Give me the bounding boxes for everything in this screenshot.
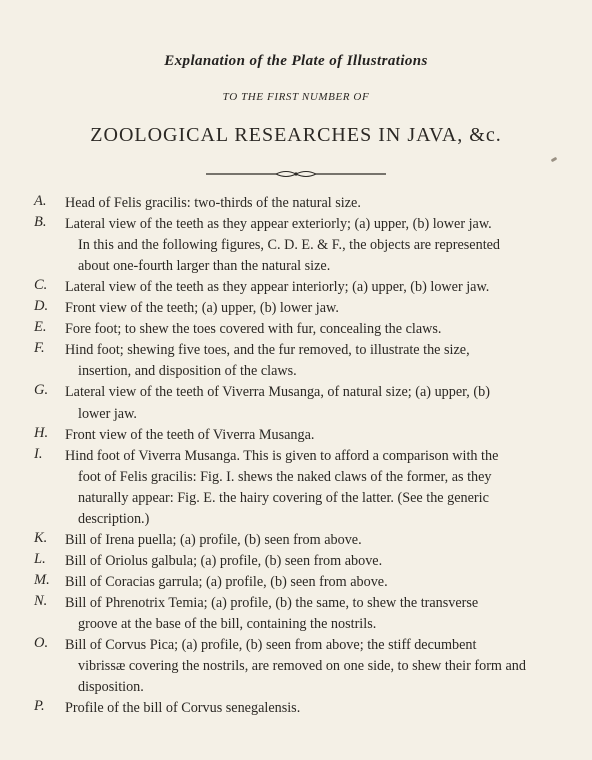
entry-text-line: vibrissæ covering the nostrils, are removed on one side, to shew their form and [78,658,526,675]
paper-speck [551,157,558,163]
entry-label: D. [34,298,49,315]
entry-text-line: Front view of the teeth of Viverra Musanga. [65,426,315,443]
entry-text-line: insertion, and disposition of the claws. [78,363,297,380]
publication-title: ZOOLOGICAL RESEARCHES IN JAVA, &c. [90,124,502,146]
entry-text-line: Profile of the bill of Corvus senegalensis. [65,700,301,717]
entry-text-line: Front view of the teeth; (a) upper, (b) lower jaw. [65,300,339,317]
entry-text-line: Bill of Phrenotrix Temia; (a) profile, (b) the same, to shew the transverse [65,594,479,611]
entry-text-line: Lateral view of the teeth as they appear interiorly; (a) upper, (b) lower jaw. [65,279,490,296]
entry-label: K. [34,529,48,546]
entry-text-line: disposition. [78,679,144,696]
decorative-rule [206,168,386,180]
entry-text-line: description.) [78,510,150,527]
entry-label: O. [34,635,49,652]
entry-text-line: groove at the base of the bill, containing the nostrils. [78,616,377,632]
entry-label: N. [34,592,48,609]
entry-text-line: Lateral view of the teeth of Viverra Musanga, of natural size; (a) upper, (b) [65,384,490,401]
plate-subtitle: TO THE FIRST NUMBER OF [222,91,370,103]
entry-text-line: Lateral view of the teeth as they appear exteriorly; (a) upper, (b) lower jaw. [65,216,492,233]
entry-label: A. [34,193,47,209]
entry-text-line: naturally appear: Fig. E. the hairy covering of the latter. (See the generic [78,489,489,506]
entry-label: L. [34,550,46,567]
entry-text-line: Head of Felis gracilis: two-thirds of the natural size. [65,195,361,211]
entry-label: E. [34,319,47,336]
entry-text-line: Bill of Corvus Pica; (a) profile, (b) seen from above; the stiff decumbent [65,637,477,654]
entry-label: I. [34,445,43,462]
entry-text-line: Bill of Irena puella; (a) profile, (b) seen from above. [65,531,362,548]
entry-text-line: Hind foot of Viverra Musanga. This is given to afford a comparison with the [65,447,499,464]
entry-text-line: In this and the following figures, C. D. E. & F., the objects are represented [78,237,501,254]
entry-text-line: Hind foot; shewing five toes, and the fur removed, to illustrate the size, [65,342,470,359]
entry-label: C. [34,277,48,294]
entry-text-line: Bill of Oriolus galbula; (a) profile, (b) seen from above. [65,552,383,569]
entry-label: F. [34,340,45,357]
entry-text-line: Fore foot; to shew the toes covered with fur, concealing the claws. [65,321,442,338]
entry-text-line: Bill of Coracias garrula; (a) profile, (b) seen from above. [65,573,388,590]
entry-label: P. [34,698,45,715]
entry-label: M. [34,571,50,588]
plate-title: Explanation of the Plate of Illustrations [164,53,428,69]
entry-label: B. [34,214,47,231]
entry-text-line: lower jaw. [78,405,137,422]
entry-text-line: about one-fourth larger than the natural size. [78,258,331,275]
entry-text-line: foot of Felis gracilis: Fig. I. shews the naked claws of the former, as they [78,468,492,485]
entry-label: H. [34,424,49,441]
entry-label: G. [34,382,49,399]
